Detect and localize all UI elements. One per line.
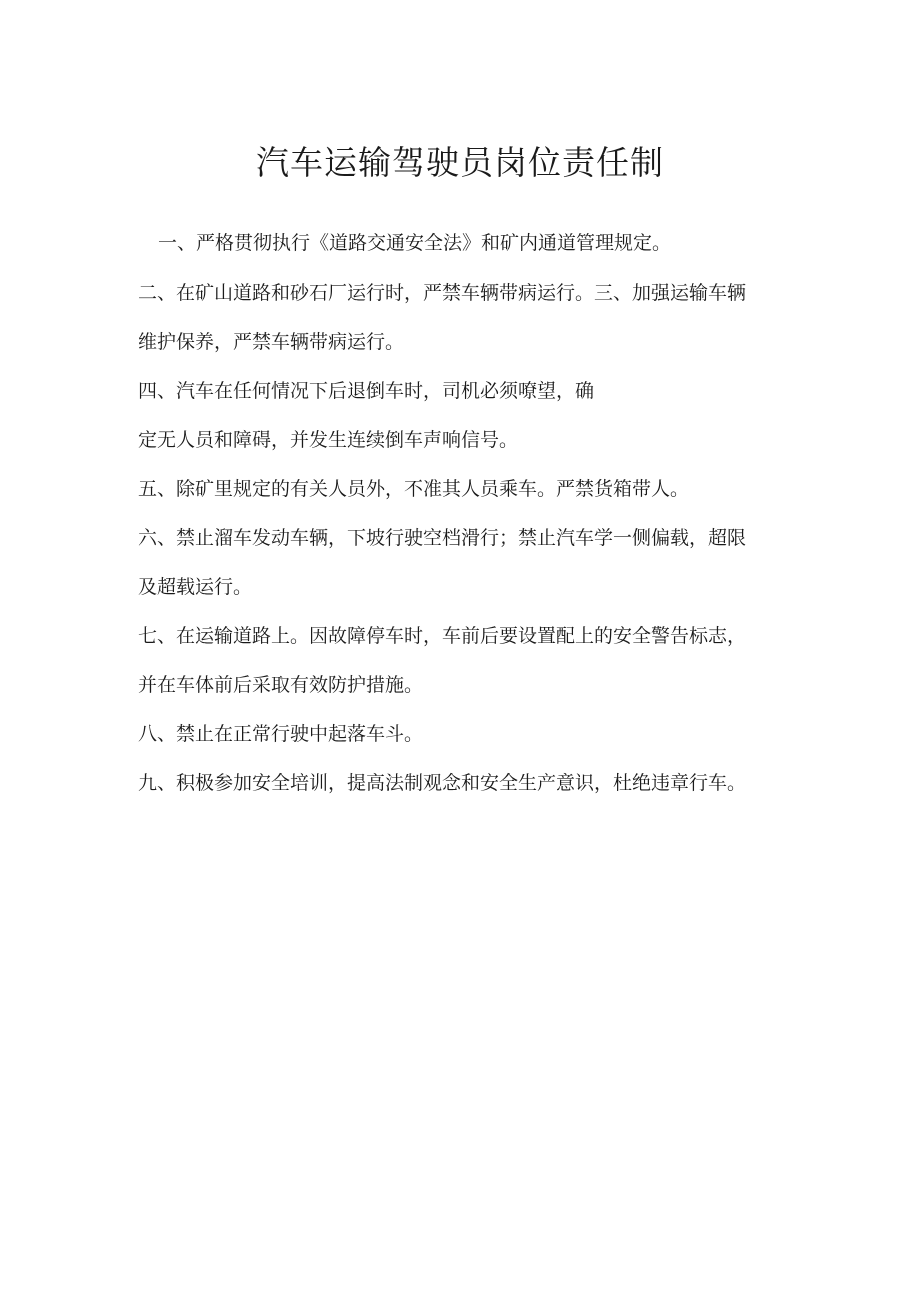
document-title: 汽车运输驾驶员岗位责任制: [256, 143, 664, 182]
text-line: 定无人员和障碍，并发生连续倒车声响信号。: [138, 429, 519, 451]
text-line: 一、严格贯彻执行《道路交通安全法》和矿内通道管理规定。: [158, 232, 672, 254]
text-line: 七、在运输道路上。因故障停车时，车前后要设置配上的安全警告标志，: [138, 625, 747, 647]
text-line: 及超载运行。: [138, 576, 253, 598]
text-line: 五、除矿里规定的有关人员外，不准其人员乘车。严禁货箱带人。: [138, 478, 690, 500]
text-line: 并在车体前后采取有效防护措施。: [138, 674, 424, 696]
text-line: 九、积极参加安全培训，提高法制观念和安全生产意识，杜绝违章行车。: [138, 772, 747, 794]
text-line: 六、禁止溜车发动车辆，下坡行驶空档滑行；禁止汽车学一侧偏载，超限: [138, 527, 747, 549]
text-line: 二、在矿山道路和砂石厂运行时，严禁车辆带病运行。三、加强运输车辆: [138, 282, 747, 304]
text-line: 维护保养，严禁车辆带病运行。: [138, 331, 405, 353]
text-line: 八、禁止在正常行驶中起落车斗。: [138, 723, 424, 745]
text-line: 四、汽车在任何情况下后退倒车时，司机必须嘹望，确: [138, 380, 595, 402]
